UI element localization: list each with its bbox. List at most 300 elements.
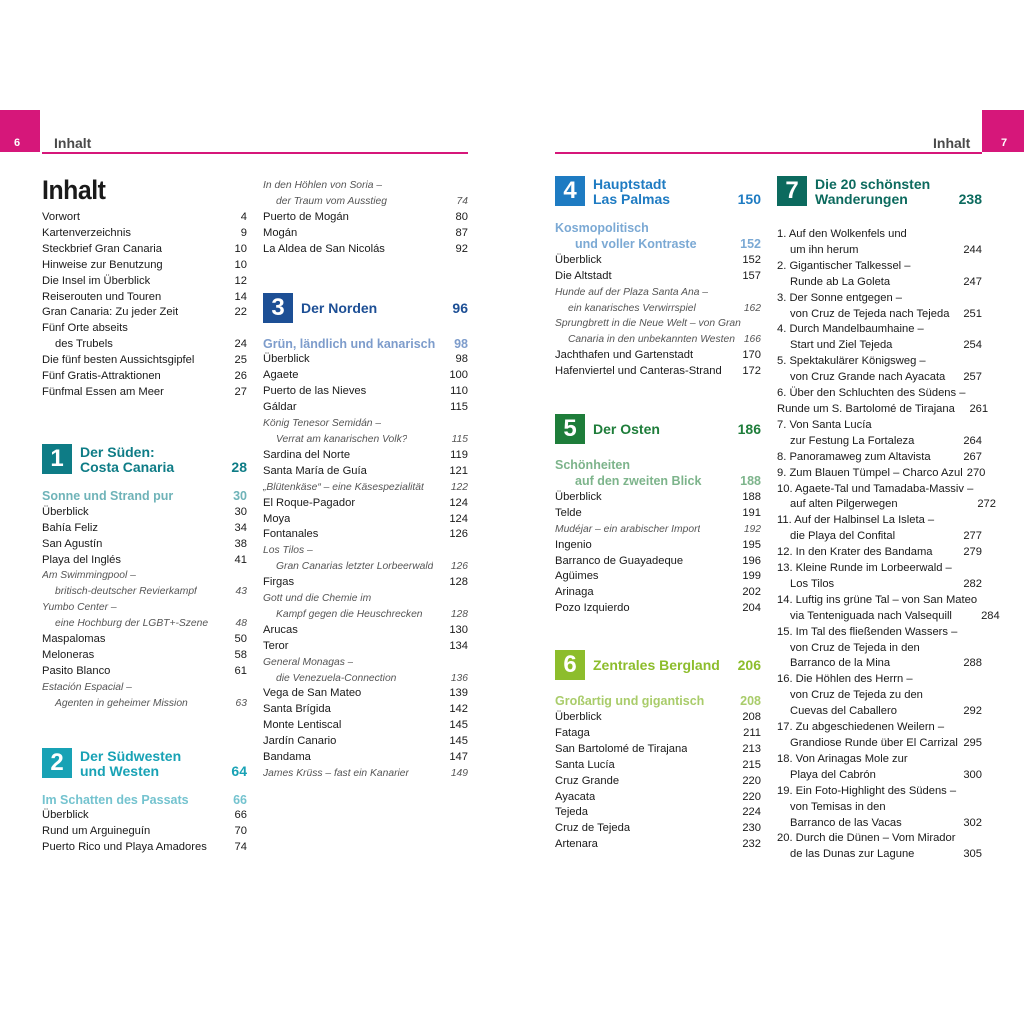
entry-page: 119 [450,448,468,461]
entry-title: eine Hochburg der LGBT+-Szene [55,618,209,630]
entry-title: der Traum vom Ausstieg [276,195,388,207]
entry-page: 115 [450,401,468,414]
entry-page: 139 [449,687,468,700]
entry-page: 232 [742,838,761,851]
toc-entry[interactable] [42,242,247,258]
toc-entry[interactable] [263,226,468,242]
entry-title: El Roque-Pagador [263,496,356,509]
entry-title: Tejeda [555,806,588,819]
entry-page: 230 [742,822,761,835]
hike-entry[interactable] [777,466,986,482]
entry-page: 192 [743,523,761,535]
hike-entry[interactable] [777,545,982,561]
running-title-left: Inhalt [54,135,92,151]
feature-entry[interactable] [263,607,468,623]
hike-title: 5. Spektakulärer Königsweg – von Cruz Grande nach Ayacata [777,355,946,384]
chapter-4-number: 4 [555,176,585,206]
feature-entry[interactable] [555,301,761,317]
hike-title: 3. Der Sonne entgegen – von Cruz de Tejeda nach Tejeda [777,291,950,320]
chapter-1-page: 28 [231,458,247,475]
entry-title: Pozo Izquierdo [555,602,630,615]
toc-entry[interactable] [555,269,761,285]
hike-title: 12. In den Krater des Bandama [777,546,933,559]
entry-page [755,316,761,332]
entry-title: Die fünf besten Aussichtsgipfel [42,354,195,367]
chapter-3-heading[interactable] [263,293,468,323]
toc-entry[interactable] [555,790,761,806]
entry-page: 170 [742,349,761,362]
entry-page: 4 [240,211,247,223]
toc-entry[interactable] [263,750,468,766]
hike-page: 267 [963,450,982,463]
hike-entry[interactable] [777,720,982,752]
hike-title: 15. Im Tal des fließenden Wassers – von Cruz de Tejeda in den Barranco de la Mina [777,625,958,670]
entry-title: Sprungbrett in die Neue Welt – von Gran [555,318,741,330]
hike-page: 284 [981,609,1000,622]
toc-entry[interactable] [263,527,468,543]
entry-title: Die Insel im Überblick [42,274,151,287]
chapter-5-title: Der Osten [593,421,660,438]
hike-page: 270 [966,466,986,479]
entry-page: 74 [234,841,247,854]
entry-page: 199 [742,570,761,583]
toc-entry[interactable] [42,258,247,274]
page-title: Inhalt [42,175,106,205]
chapter-3-list [263,352,468,781]
entry-page: 9 [240,226,247,239]
entry-page: 191 [742,506,761,519]
chapter-2-subtitle[interactable]: Im Schatten des Passats 66 [42,792,247,807]
hike-entry[interactable] [777,227,982,259]
entry-page: 208 [742,711,761,724]
entry-title: ein kanarisches Verwirrspiel [568,302,696,314]
feature-entry[interactable] [555,522,761,538]
toc-entry[interactable] [263,734,468,750]
chapter-7-number: 7 [777,176,807,206]
hike-title: 8. Panoramaweg zum Altavista [777,450,931,463]
feature-entry[interactable] [555,316,761,332]
entry-title: Moya [263,512,291,525]
feature-entry[interactable] [263,194,468,210]
toc-entry[interactable] [42,290,247,306]
toc-entry[interactable] [42,369,247,385]
toc-entry[interactable] [42,537,247,553]
entry-page: 149 [450,768,468,779]
toc-entry[interactable] [42,210,247,226]
entry-title: Überblick [42,505,89,518]
toc-entry[interactable] [555,364,761,380]
entry-page: 80 [455,210,468,223]
entry-title: Vega de San Mateo [263,687,362,700]
feature-entry[interactable] [42,584,247,600]
running-title-right: Inhalt [933,135,971,151]
feature-entry[interactable] [263,655,468,671]
entry-title: Hafenviertel und Canteras-Strand [555,365,722,378]
toc-entry[interactable] [42,808,247,824]
hike-entry[interactable] [777,831,982,863]
hike-entry[interactable] [777,513,982,545]
hike-entry[interactable] [777,784,982,832]
hike-title: 7. Von Santa Lucía zur Festung La Fortaleza [777,418,915,447]
chapter-1-title: Der Süden: Costa Canaria [80,443,175,475]
entry-title: Rund um Arguineguín [42,825,151,838]
toc-entry[interactable] [555,837,761,853]
page-number-left: 6 [0,110,40,152]
toc-entry[interactable] [555,805,761,821]
hike-entry[interactable] [777,593,1000,625]
toc-entry[interactable] [263,368,468,384]
feature-entry[interactable] [42,600,247,616]
entry-title: Die Altstadt [555,269,612,282]
chapter-1-number: 1 [42,444,72,474]
entry-page: 128 [449,576,468,589]
toc-entry[interactable] [555,569,761,585]
feature-entry[interactable] [263,480,468,496]
entry-page: 98 [455,353,468,366]
hike-title: 14. Luftig ins grüne Tal – von San Mateo via Tenteniguada nach Valsequill [777,593,978,622]
entry-page [462,178,468,194]
chapter-3-subtitle[interactable]: Grün, ländlich und kanarisch 98 [263,336,468,351]
toc-column-2 [263,178,468,782]
toc-entry[interactable] [263,512,468,528]
feature-entry[interactable] [42,680,247,696]
hike-entry[interactable] [777,322,982,354]
entry-page [755,285,761,301]
toc-entry[interactable] [555,726,761,742]
toc-entry[interactable] [42,632,247,648]
entry-title: „Blütenkäse“ – eine Käsespezialität [263,481,424,493]
entry-page: 157 [742,269,761,282]
toc-entry[interactable] [42,274,247,290]
hike-page: 292 [963,705,982,718]
toc-entry[interactable] [42,321,247,337]
entry-title: Bahía Feliz [42,521,98,534]
entry-title: Gran Canaria: Zu jeder Zeit [42,306,179,319]
hike-page: 244 [963,243,982,256]
entry-title: britisch-deutscher Revierkampf [55,586,197,598]
toc-column-3 [555,176,761,853]
toc-entry[interactable] [555,821,761,837]
feature-entry[interactable] [263,178,468,194]
entry-title: Agüimes [555,570,599,583]
feature-entry[interactable] [42,616,247,632]
toc-entry[interactable] [263,448,468,464]
entry-title: Telde [555,506,582,519]
entry-page: 211 [743,726,761,739]
entry-page: 115 [451,433,468,445]
hike-page: 272 [977,498,996,511]
toc-entry[interactable] [263,210,468,226]
chapter-3-title: Der Norden [301,299,378,316]
entry-page: 87 [455,226,468,239]
entry-title: Überblick [555,253,602,266]
toc-entry[interactable] [555,742,761,758]
toc-entry[interactable] [263,384,468,400]
toc-entry[interactable] [263,639,468,655]
entry-title: Agenten in geheimer Mission [55,697,188,709]
feature-entry[interactable] [263,543,468,559]
hike-entry[interactable] [777,752,982,784]
entry-title: Yumbo Center – [42,602,117,614]
feature-entry[interactable] [263,559,468,575]
entry-title: Gott und die Chemie im [263,593,372,605]
toc-entry[interactable] [555,253,761,269]
intro-list [42,210,247,401]
toc-entry[interactable] [263,496,468,512]
chapter-7-heading[interactable] [777,176,982,207]
entry-page: 70 [234,825,247,838]
chapter-7-title: Die 20 schönsten Wanderungen [815,176,931,207]
entry-page [241,568,247,584]
hike-entry[interactable] [777,259,982,291]
entry-title: Am Swimmingpool – [42,570,136,582]
chapter-3-page: 96 [452,299,468,316]
chapter-2-page: 64 [231,762,247,779]
toc-entry[interactable] [42,305,247,321]
chapter-7-page: 238 [958,191,982,207]
entry-title: Kartenverzeichnis [42,226,131,239]
hike-page: 279 [963,546,982,559]
entry-page: 100 [449,369,468,382]
hike-page: 277 [963,530,982,543]
entry-title: James Krüss – fast ein Kanarier [263,768,409,779]
entry-title: Mogán [263,226,298,239]
chapter-6-page: 206 [737,657,761,674]
entry-page [462,591,468,607]
entry-title: Jardín Canario [263,735,337,748]
entry-page: 41 [234,553,247,566]
entry-page: 34 [234,521,247,534]
hike-title: 17. Zu abgeschiedenen Weilern – Grandiose Runde über El Carrizal [777,721,958,749]
toc-entry[interactable] [555,490,761,506]
toc-entry[interactable] [42,521,247,537]
entry-title: Steckbrief Gran Canaria [42,242,163,255]
chapter-4-heading[interactable] [555,176,761,207]
entry-page: 196 [742,554,761,567]
entry-page: 50 [234,633,247,646]
entry-title: Hunde auf der Plaza Santa Ana – [555,286,709,298]
entry-page: 61 [234,664,247,677]
feature-entry[interactable] [263,416,468,432]
entry-page: 142 [449,703,468,716]
entry-title: Cruz Grande [555,774,620,787]
entry-title: Ayacata [555,790,596,803]
toc-entry[interactable] [263,464,468,480]
chapter-5-heading[interactable] [555,414,761,444]
chapter-2-title: Der Südwesten und Westen [80,747,182,779]
toc-entry[interactable] [263,352,468,368]
feature-entry[interactable] [263,432,468,448]
entry-title: Canaria in den unbekannten Westen [568,334,735,346]
chapter-5-page: 186 [737,421,761,438]
toc-entry[interactable] [555,710,761,726]
entry-page [241,600,247,616]
feature-entry[interactable] [42,568,247,584]
chapter-6-heading[interactable] [555,650,761,680]
hike-title: 2. Gigantischer Talkessel – Runde ab La Goleta [777,259,911,288]
entry-title: La Aldea de San Nicolás [263,242,385,255]
entry-page: 145 [449,735,468,748]
entry-title: Überblick [555,490,602,503]
entry-title: Gran Canarias letzter Lorbeerwald [276,561,434,573]
entry-title: San Agustín [42,537,103,550]
entry-page: 124 [449,496,468,509]
entry-title: Puerto de Mogán [263,210,349,223]
hike-entry[interactable] [777,672,982,720]
entry-title: Meloneras [42,648,95,661]
entry-title: Artenara [555,838,598,851]
chapter-2-heading[interactable] [42,748,247,779]
hike-entry[interactable] [777,625,982,673]
entry-title: Ingenio [555,538,592,551]
entry-page: 136 [450,672,468,684]
toc-column-4 [777,176,1000,863]
hike-entry[interactable] [777,561,982,593]
hike-title: 16. Die Höhlen des Herrn – von Cruz de Tejeda zu den Cuevas del Caballero [777,673,923,718]
hike-entry[interactable] [777,354,982,386]
chapter-4-page: 150 [737,191,761,207]
entry-title: Mudéjar – ein arabischer Import [555,523,701,535]
hike-title: 10. Agaete-Tal und Tamadaba-Massiv – auf alten Pilgerwegen [777,482,974,511]
entry-title: Gáldar [263,401,297,414]
feature-entry[interactable] [42,696,247,712]
entry-title: König Tenesor Semidán – [263,418,382,430]
entry-title: Playa del Inglés [42,553,121,566]
entry-title: Santa María de Guía [263,464,367,477]
entry-page: 38 [234,537,247,550]
hike-title: 9. Zum Blauen Tümpel – Charco Azul [777,466,963,479]
toc-entry[interactable] [555,774,761,790]
toc-entry[interactable] [263,718,468,734]
chapter-2-number: 2 [42,748,72,778]
page-number-right: 7 [982,110,1024,152]
toc-entry[interactable] [42,553,247,569]
chapter-1-heading[interactable] [42,444,247,475]
toc-entry[interactable] [42,385,247,401]
entry-page: 43 [235,586,247,598]
entry-page [241,680,247,696]
entry-page: 121 [449,464,468,477]
entry-page: 25 [234,354,247,367]
toc-entry[interactable] [263,702,468,718]
chapter-2-continued-list [263,178,468,258]
toc-entry[interactable] [42,840,247,856]
chapter-4-subtitle[interactable]: Kosmopolitisch und voller Kontraste 152 [555,221,761,251]
toc-entry[interactable] [555,601,761,617]
entry-page: 195 [742,538,761,551]
hike-entry[interactable] [777,418,982,450]
entry-title: Verrat am kanarischen Volk? [276,433,408,445]
entry-page: 26 [234,370,247,383]
toc-entry[interactable] [263,623,468,639]
chapter-5-list [555,490,761,617]
hike-entry[interactable] [777,291,982,323]
entry-title: Arinaga [555,586,594,599]
chapter-6-title: Zentrales Bergland [593,657,720,674]
entry-page: 126 [450,561,468,573]
toc-entry[interactable] [42,505,247,521]
entry-page: 215 [742,758,761,771]
header-rule-right [555,152,982,154]
entry-title: Monte Lentiscal [263,719,342,732]
entry-page: 152 [742,253,761,266]
toc-entry[interactable] [555,348,761,364]
entry-page: 213 [742,742,761,755]
hike-title: 4. Durch Mandelbaumhaine – Start und Ziel Tejeda [777,323,924,352]
hike-entry[interactable] [777,482,996,514]
toc-entry[interactable] [555,585,761,601]
entry-page: 220 [742,790,761,803]
entry-page [462,543,468,559]
entry-title: Santa Brígida [263,703,331,716]
entry-page: 202 [742,586,761,599]
feature-entry[interactable] [263,671,468,687]
entry-page: 162 [743,302,761,314]
entry-title: des Trubels [55,338,113,351]
hike-page: 261 [969,402,989,415]
toc-entry[interactable] [42,337,247,353]
chapter-5-number: 5 [555,414,585,444]
entry-page: 110 [450,385,468,398]
chapter-2-list [42,808,247,856]
toc-entry[interactable] [42,824,247,840]
hike-title: 20. Durch die Dünen – Vom Mirador de las Dunas zur Lagune [777,832,956,861]
entry-title: Agaete [263,369,299,382]
entry-page [462,416,468,432]
feature-entry[interactable] [555,332,761,348]
hike-page: 295 [963,737,982,749]
toc-entry[interactable] [42,648,247,664]
hike-page: 300 [963,768,982,781]
entry-page: 12 [234,274,247,287]
toc-entry[interactable] [263,686,468,702]
entry-page: 66 [234,809,247,822]
entry-page: 58 [234,648,247,661]
entry-title: Los Tilos – [263,545,313,557]
chapter-6-list [555,710,761,853]
toc-entry[interactable] [263,242,468,258]
entry-page: 128 [450,608,468,620]
entry-title: Firgas [263,576,295,589]
entry-page: 130 [449,623,468,636]
hike-title: 19. Ein Foto-Highlight des Südens – von Temisas in den Barranco de las Vacas [777,784,957,829]
toc-entry[interactable] [263,400,468,416]
entry-title: Sardina del Norte [263,448,351,461]
toc-entry[interactable] [555,506,761,522]
toc-entry[interactable] [555,538,761,554]
toc-entry[interactable] [555,554,761,570]
entry-title: Puerto Rico und Playa Amadores [42,841,207,854]
toc-entry[interactable] [42,664,247,680]
hikes-list [777,227,1000,863]
hike-entry[interactable] [777,450,982,466]
toc-entry[interactable] [555,758,761,774]
toc-entry[interactable] [42,353,247,369]
entry-page: 10 [234,242,247,255]
chapter-5-subtitle[interactable]: Schönheiten auf den zweiten Blick 188 [555,458,761,488]
entry-title: Arucas [263,623,298,636]
entry-title: Überblick [263,353,310,366]
hike-entry[interactable] [777,386,989,418]
feature-entry[interactable] [555,285,761,301]
chapter-1-subtitle[interactable]: Sonne und Strand pur 30 [42,488,247,503]
feature-entry[interactable] [263,591,468,607]
chapter-6-subtitle[interactable]: Großartig und gigantisch 208 [555,694,761,709]
toc-entry[interactable] [42,226,247,242]
hike-title: 11. Auf der Halbinsel La Isleta – die Playa del Confital [777,514,935,543]
toc-entry[interactable] [263,575,468,591]
feature-entry[interactable] [263,766,468,782]
